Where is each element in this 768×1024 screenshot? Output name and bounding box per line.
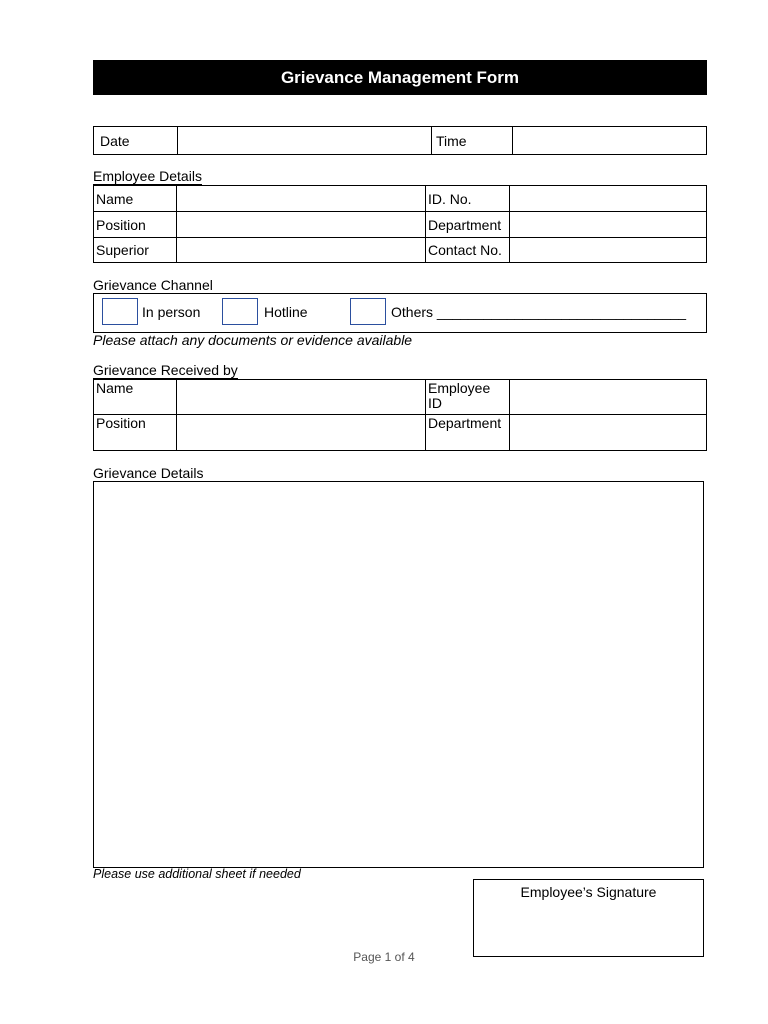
employee-id-field[interactable] [510, 186, 707, 212]
grievance-channel-heading: Grievance Channel [93, 277, 213, 293]
contact-label: Contact No. [426, 238, 510, 263]
receiver-employee-id-label [426, 380, 510, 415]
others-checkbox[interactable] [350, 298, 386, 325]
employee-details-heading: Employee Details [93, 168, 202, 184]
additional-sheet-note: Please use additional sheet if needed [93, 867, 301, 881]
time-label: Time [432, 127, 513, 155]
employee-department-label: Department [426, 212, 510, 238]
date-label: Date [94, 127, 178, 155]
employee-position-label: Position [94, 212, 177, 238]
grievance-details-field[interactable] [93, 481, 704, 868]
page-number: Page 1 of 4 [353, 950, 415, 964]
in-person-label: In person [142, 304, 201, 320]
employee-details-table [93, 185, 707, 263]
receiver-employee-id-label-line1: Employee [428, 380, 491, 396]
attach-documents-note: Please attach any documents or evidence available [93, 332, 413, 348]
receiver-department-label: Department [426, 415, 510, 451]
receiver-name-field[interactable] [177, 380, 426, 415]
time-field[interactable] [513, 127, 707, 155]
employee-name-field[interactable] [177, 186, 426, 212]
grievance-details-heading: Grievance Details [93, 465, 204, 481]
receiver-position-label: Position [94, 415, 177, 451]
employee-signature-label: Employee’s Signature [520, 884, 657, 900]
employee-signature-box[interactable] [473, 879, 704, 957]
form-title: Grievance Management Form [93, 60, 707, 95]
receiver-department-field[interactable] [510, 415, 707, 451]
superior-field[interactable] [177, 238, 426, 263]
contact-field[interactable] [510, 238, 707, 263]
receiver-name-label: Name [94, 380, 177, 415]
hotline-label: Hotline [264, 304, 308, 320]
employee-name-label: Name [94, 186, 177, 212]
hotline-checkbox[interactable] [222, 298, 258, 325]
employee-department-field[interactable] [510, 212, 707, 238]
others-label[interactable]: Others ________________________________ [391, 304, 687, 320]
employee-position-field[interactable] [177, 212, 426, 238]
receiver-employee-id-field[interactable] [510, 380, 707, 415]
received-by-table [93, 379, 707, 451]
date-time-table [93, 126, 707, 155]
grievance-channel-box [93, 293, 707, 333]
receiver-employee-id-label-line2: ID [428, 395, 442, 411]
in-person-checkbox[interactable] [102, 298, 138, 325]
superior-label: Superior [94, 238, 177, 263]
receiver-position-field[interactable] [177, 415, 426, 451]
received-by-heading: Grievance Received by [93, 362, 238, 378]
employee-id-label: ID. No. [426, 186, 510, 212]
date-field[interactable] [178, 127, 432, 155]
